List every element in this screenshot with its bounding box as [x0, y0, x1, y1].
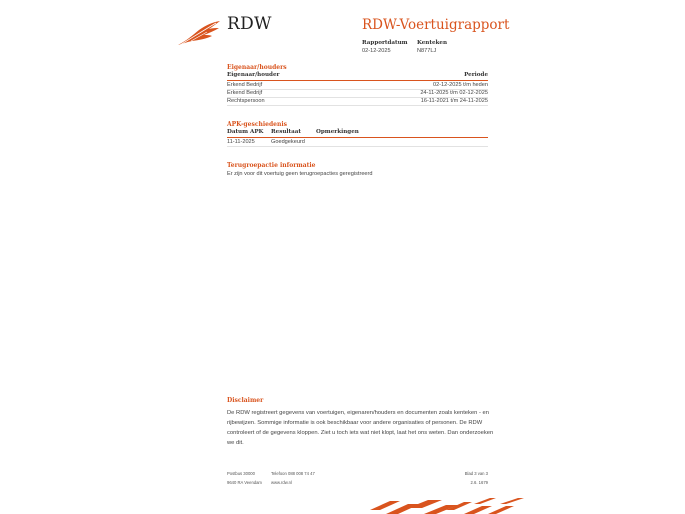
footer-postbus: Postbus 30000	[227, 471, 255, 476]
apk-col-remarks: Opmerkingen	[316, 129, 359, 135]
apk-row-1-date: 11-11-2025	[227, 139, 255, 145]
recall-text: Er zijn voor dit voertuig geen terugroepacties geregistreerd	[227, 171, 373, 177]
footer-phone: Telefoon 088 008 74 47	[271, 471, 315, 476]
apk-row-1-result: Goedgekeurd	[271, 139, 305, 145]
footer-website: www.rdw.nl	[271, 480, 292, 485]
owners-col-period: Periode	[464, 72, 488, 78]
logo-text: RDW	[227, 14, 272, 34]
owner-row-3-period: 16-11-2021 t/m 24-11-2025	[420, 98, 488, 104]
apk-row-divider	[227, 146, 488, 147]
disclaimer-line: we dit.	[227, 440, 244, 446]
apk-col-date: Datum APK	[227, 129, 264, 135]
disclaimer-title: Disclaimer	[227, 397, 264, 404]
plate-value: N877LJ	[417, 48, 437, 54]
disclaimer-line: De RDW registreert gegevens van voertuigen, eigenaren/houders en documenten zoals kenteken - en	[227, 410, 489, 416]
owner-row-divider	[227, 105, 488, 106]
apk-col-result: Resultaat	[271, 129, 301, 135]
footer-city: 9640 RA Veendam	[227, 480, 262, 485]
owner-row-2-owner: Erkend Bedrijf	[227, 90, 263, 96]
owners-section-title: Eigenaar/houders	[227, 64, 287, 71]
report-date-label: Rapportdatum	[362, 40, 408, 46]
owner-row-1-period: 02-12-2025 t/m heden	[432, 82, 488, 88]
owner-row-3-owner: Rechtspersoon	[227, 98, 265, 104]
owners-col-owner: Eigenaar/houder	[227, 72, 280, 78]
rdw-stripes-graphic-icon	[368, 496, 526, 514]
owner-row-2-period: 24-11-2025 t/m 02-12-2025	[420, 90, 488, 96]
disclaimer-line: rijbewijzen. Sommige informatie is ook beschikbaar voor andere organisaties of personen. De RDW	[227, 420, 483, 426]
recall-section-title: Terugroepactie informatie	[227, 162, 316, 169]
rdw-feather-logo-icon	[176, 20, 222, 47]
owner-row-1-owner: Erkend Bedrijf	[227, 82, 263, 88]
footer-version: 2.6. 1679	[470, 480, 488, 485]
disclaimer-line: controleert of de gegevens kloppen. Ziet u toch iets wat niet klopt, laat het ons weten. Dan onderzoeken	[227, 430, 494, 436]
apk-section-title: APK-geschiedenis	[227, 121, 287, 128]
report-date-value: 02-12-2025	[362, 48, 391, 54]
owners-header-divider	[227, 80, 488, 81]
report-title: RDW-Voertuigrapport	[362, 17, 510, 33]
plate-label: Kenteken	[417, 40, 448, 46]
disclaimer-text	[227, 408, 497, 448]
footer-page: Blad 3 van 3	[464, 471, 488, 476]
apk-header-divider	[227, 137, 488, 138]
